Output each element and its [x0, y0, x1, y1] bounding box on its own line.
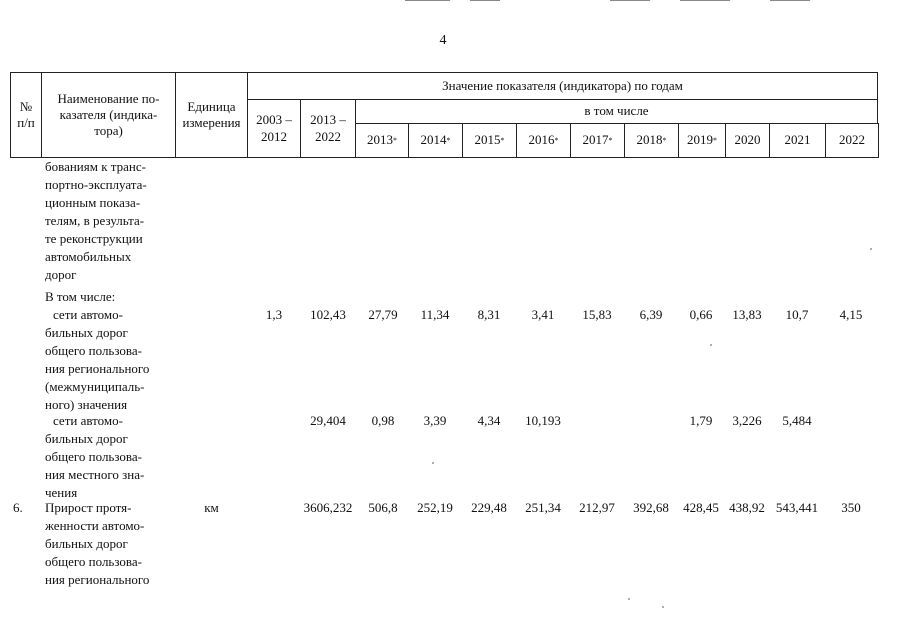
page-number: 4 — [439, 33, 447, 48]
header-year-8: 2021 — [769, 123, 826, 158]
value-cell: 438,92 — [729, 500, 765, 515]
header-year-9: 2022 — [825, 123, 879, 158]
header-col-values: Значение показателя (индикатора) по годам — [247, 72, 878, 100]
value-cell: 252,19 — [417, 500, 453, 515]
value-cell: 1,79 — [689, 413, 713, 428]
header-col-unit: Единица измерения — [175, 72, 248, 158]
row-unit: км — [204, 500, 219, 515]
value-cell: 428,45 — [683, 500, 719, 515]
value-cell: 8,31 — [477, 307, 501, 322]
value-cell: 10,193 — [525, 413, 561, 428]
value-cell: 350 — [841, 500, 861, 515]
value-cell: 6,39 — [639, 307, 663, 322]
header-year-1: 2014 * — [408, 123, 463, 158]
value-cell: 27,79 — [368, 307, 398, 322]
value-cell: 229,48 — [471, 500, 507, 515]
value-cell: 29,404 — [310, 413, 346, 428]
header-col-number: № п/п — [10, 72, 42, 158]
value-cell: 102,43 — [310, 307, 346, 322]
value-cell: 15,83 — [582, 307, 612, 322]
header-range-2013-2022: 2013 – 2022 — [300, 99, 356, 158]
header-year-6: 2019 * — [678, 123, 726, 158]
header-year-5: 2018 * — [624, 123, 679, 158]
value-cell: 392,68 — [633, 500, 669, 515]
value-cell: 5,484 — [782, 413, 812, 428]
row-name: бованиям к транс- портно-эксплуата- ционным показа- телям, в результа- те реконструкции автомобильных дорог — [45, 159, 147, 282]
value-cell: 4,15 — [839, 307, 863, 322]
value-cell: 3,41 — [531, 307, 555, 322]
header-year-4: 2017 * — [570, 123, 625, 158]
value-cell: 212,97 — [579, 500, 615, 515]
value-cell: 3,39 — [423, 413, 447, 428]
row-number: 6. — [13, 500, 23, 515]
value-cell: 0,66 — [689, 307, 713, 322]
row-name: В том числе: сети автомо- бильных дорог общего пользова- ния регионального (межмуниципаль- ного) значения — [45, 289, 150, 412]
value-cell: 11,34 — [420, 307, 450, 322]
header-range-2003-2012: 2003 – 2012 — [247, 99, 301, 158]
value-cell: 1,3 — [265, 307, 283, 322]
header-including: в том числе — [355, 99, 878, 124]
value-cell: 10,7 — [785, 307, 809, 322]
value-cell: 13,83 — [732, 307, 762, 322]
row-name: сети автомо- бильных дорог общего пользова- ния местного зна- чения — [45, 413, 145, 500]
header-year-2: 2015 * — [462, 123, 517, 158]
value-cell: 4,34 — [477, 413, 501, 428]
value-cell: 3606,232 — [303, 500, 353, 515]
header-year-0: 2013 * — [355, 123, 409, 158]
value-cell: 0,98 — [371, 413, 395, 428]
value-cell: 543,441 — [775, 500, 819, 515]
value-cell: 506,8 — [368, 500, 398, 515]
header-year-7: 2020 — [725, 123, 770, 158]
value-cell: 3,226 — [732, 413, 762, 428]
header-year-3: 2016 * — [516, 123, 571, 158]
header-col-name: Наименование по- казателя (индика- тора) — [41, 72, 176, 158]
value-cell: 251,34 — [525, 500, 561, 515]
row-name: Прирост протя- женности автомо- бильных дорог общего пользова- ния регионального — [45, 500, 150, 587]
